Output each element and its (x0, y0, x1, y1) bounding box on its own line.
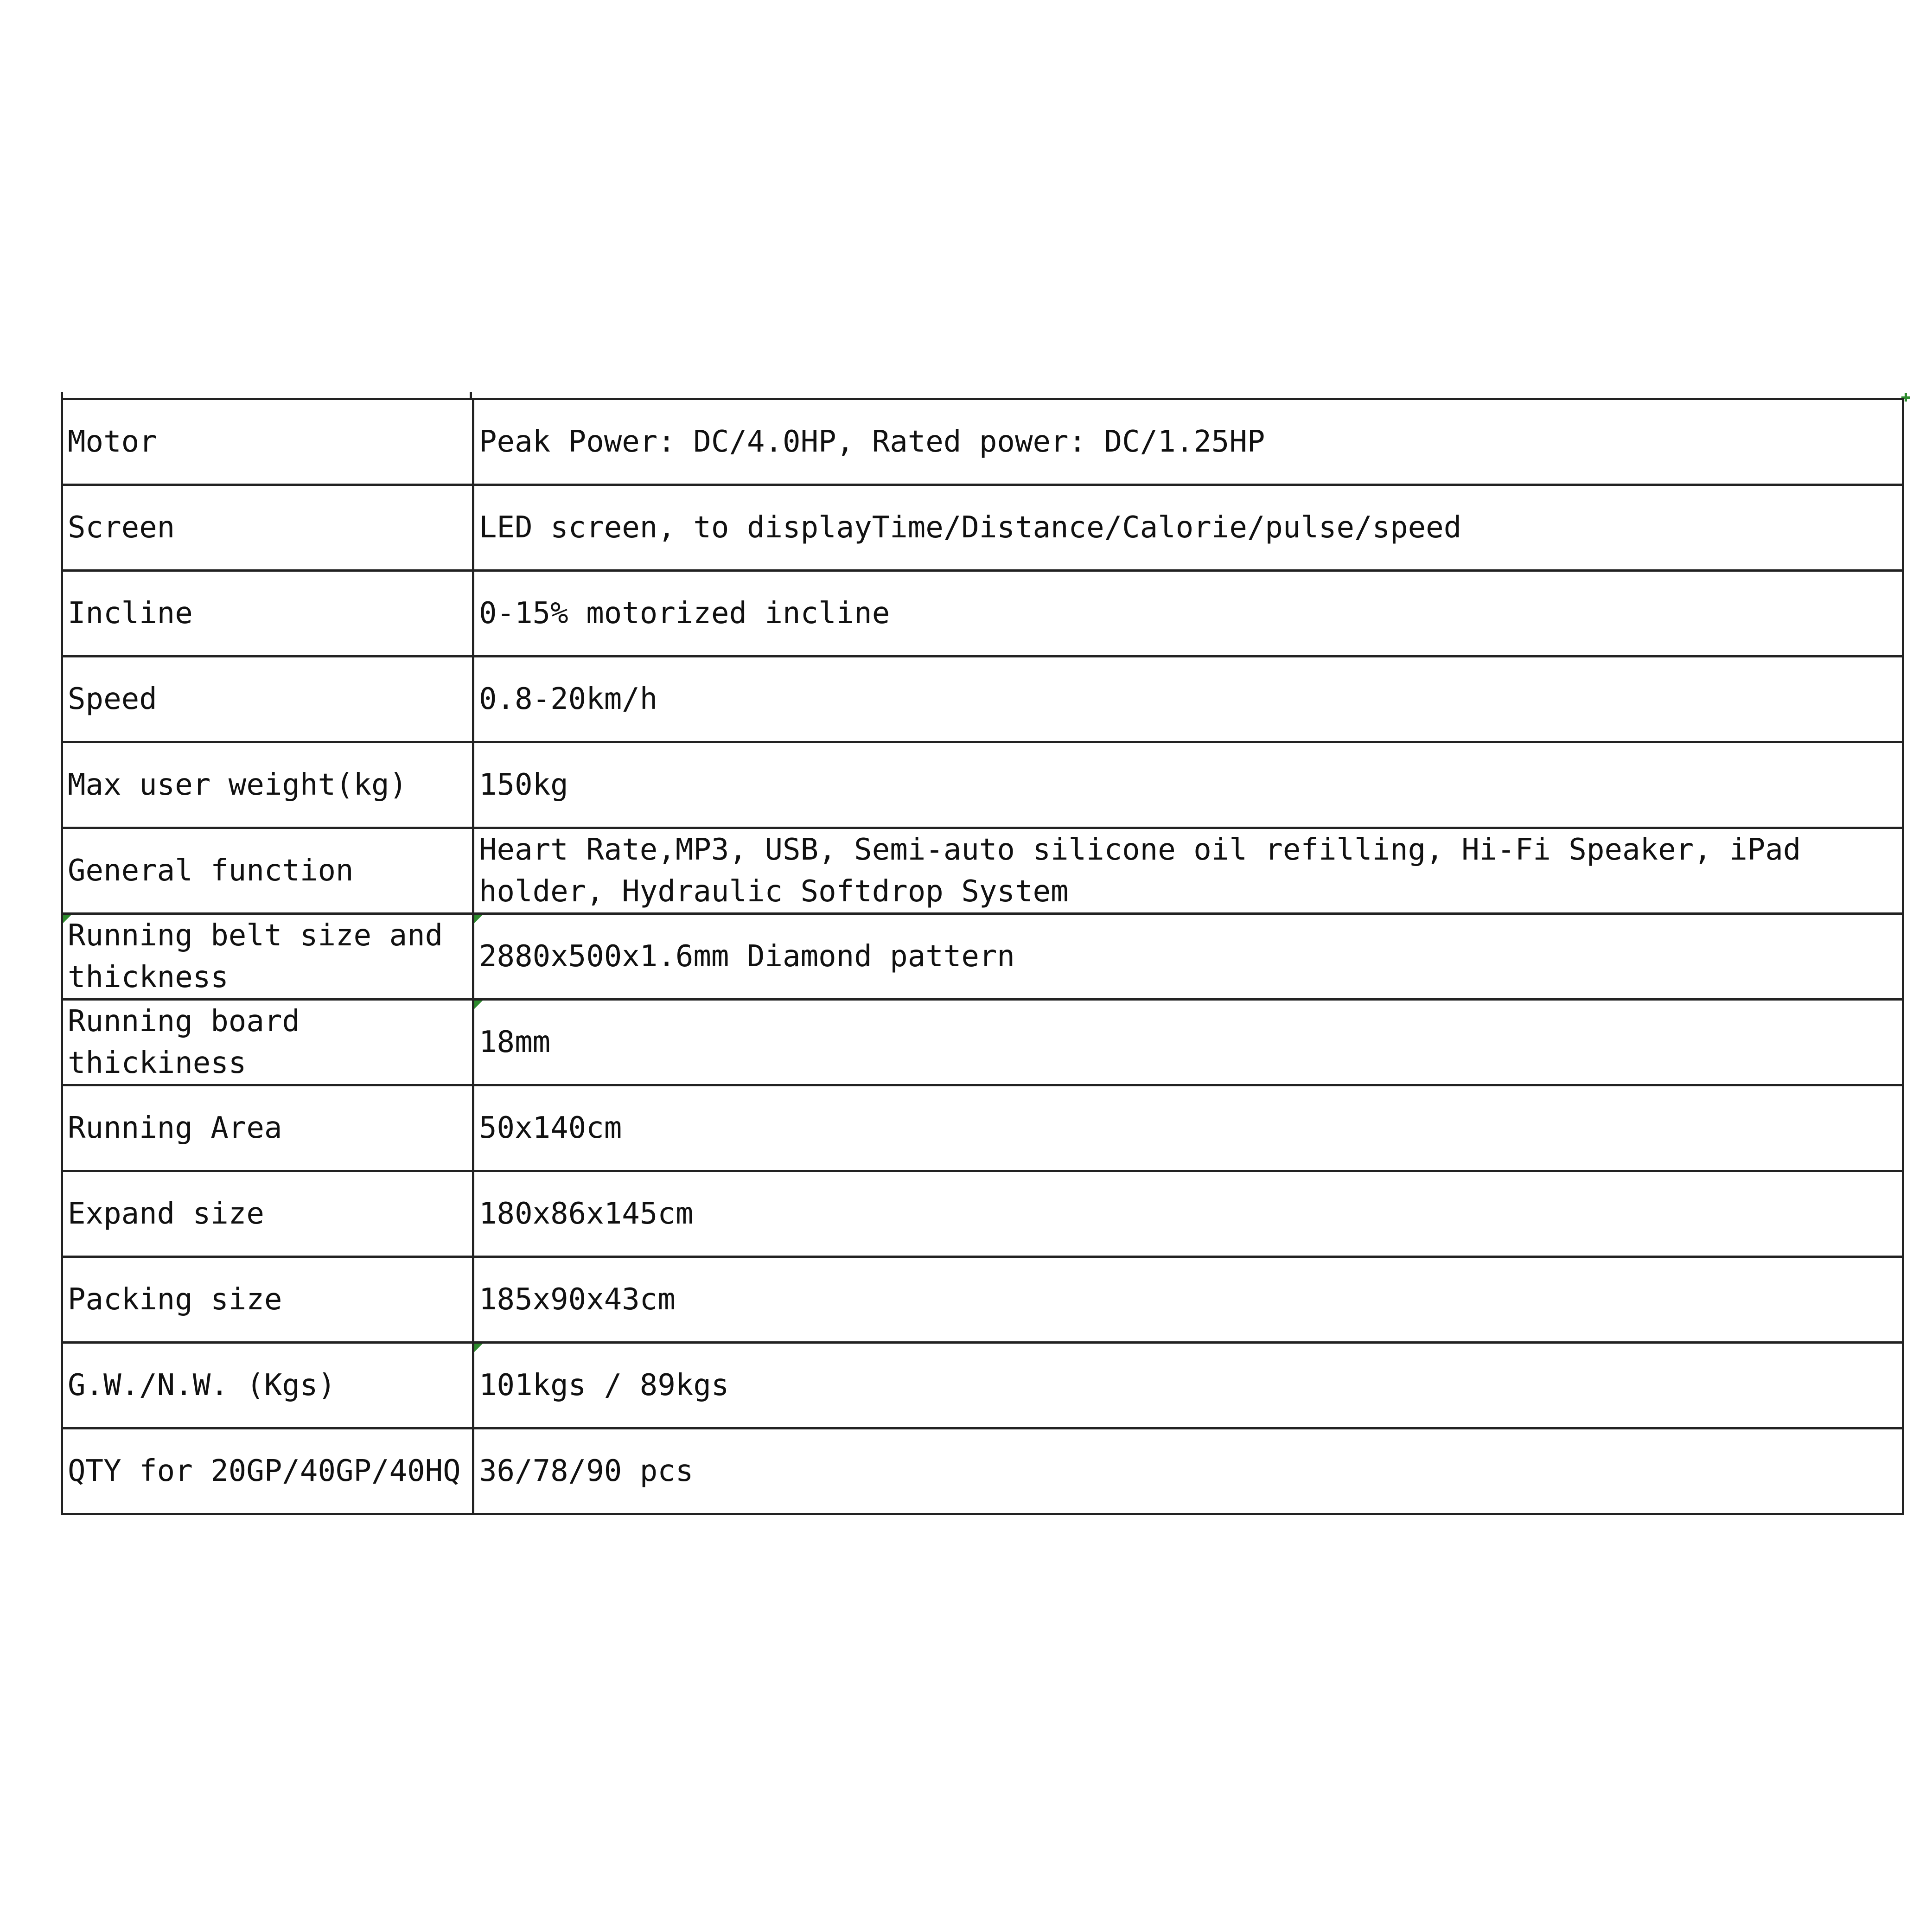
table-row (62, 1257, 1903, 1343)
spec-value-cell[interactable]: 0-15% motorized incline (473, 571, 1903, 657)
spec-value-cell[interactable] (473, 914, 1903, 1000)
table-row (62, 1000, 1903, 1085)
comment-marker-icon (474, 1344, 483, 1352)
spec-label-cell[interactable]: Expand size (62, 1171, 473, 1257)
table-row (62, 571, 1903, 657)
spec-value-text: 2880x500x1.6mm Diamond pattern (479, 939, 1015, 974)
table-row (62, 1085, 1903, 1171)
spec-label-cell[interactable]: Max user weight(kg) (62, 742, 473, 828)
spec-table (61, 398, 1904, 1515)
spec-label-cell[interactable] (62, 914, 473, 1000)
table-row (62, 1171, 1903, 1257)
spec-label-cell[interactable]: Incline (62, 571, 473, 657)
spec-value-cell[interactable]: 50x140cm (473, 1085, 1903, 1171)
spec-value-cell[interactable]: 150kg (473, 742, 1903, 828)
spec-value-cell[interactable] (473, 1000, 1903, 1085)
spec-label-cell[interactable]: G.W./N.W. (Kgs) (62, 1343, 473, 1428)
spec-value-text: 101kgs / 89kgs (479, 1368, 729, 1403)
spec-value-cell[interactable]: 180x86x145cm (473, 1171, 1903, 1257)
spec-value-cell[interactable] (473, 1343, 1903, 1428)
table-row (62, 657, 1903, 742)
table-row (62, 828, 1903, 914)
table-row (62, 1428, 1903, 1514)
spec-value-cell[interactable]: LED screen, to displayTime/Distance/Calorie/pulse/speed (473, 485, 1903, 571)
spec-value-cell[interactable]: 36/78/90 pcs (473, 1428, 1903, 1514)
table-row (62, 914, 1903, 1000)
table-row (62, 742, 1903, 828)
spec-label-cell[interactable]: Running Area (62, 1085, 473, 1171)
spec-label-cell[interactable]: QTY for 20GP/40GP/40HQ (62, 1428, 473, 1514)
spec-label-cell[interactable]: Speed (62, 657, 473, 742)
spec-label-cell[interactable]: General function (62, 828, 473, 914)
table-row (62, 485, 1903, 571)
spec-value-cell[interactable]: Peak Power: DC/4.0HP, Rated power: DC/1.25HP (473, 399, 1903, 485)
spec-label-text: Running belt size and thickness (68, 918, 443, 995)
table-row (62, 399, 1903, 485)
spec-label-cell[interactable]: Packing size (62, 1257, 473, 1343)
table-row (62, 1343, 1903, 1428)
spec-label-cell[interactable]: Motor (62, 399, 473, 485)
spec-value-text: 18mm (479, 1025, 551, 1059)
spec-label-cell[interactable]: Screen (62, 485, 473, 571)
spec-value-cell[interactable]: 185x90x43cm (473, 1257, 1903, 1343)
spec-value-cell[interactable]: 0.8-20km/h (473, 657, 1903, 742)
spec-value-cell[interactable]: Heart Rate,MP3, USB, Semi-auto silicone oil refilling, Hi-Fi Speaker, iPad holder, Hydraulic Softdrop System (473, 828, 1903, 914)
comment-marker-icon (474, 1001, 483, 1009)
comment-marker-icon (474, 915, 483, 923)
comment-marker-icon (63, 915, 71, 923)
spec-label-cell[interactable]: Running board thickiness (62, 1000, 473, 1085)
